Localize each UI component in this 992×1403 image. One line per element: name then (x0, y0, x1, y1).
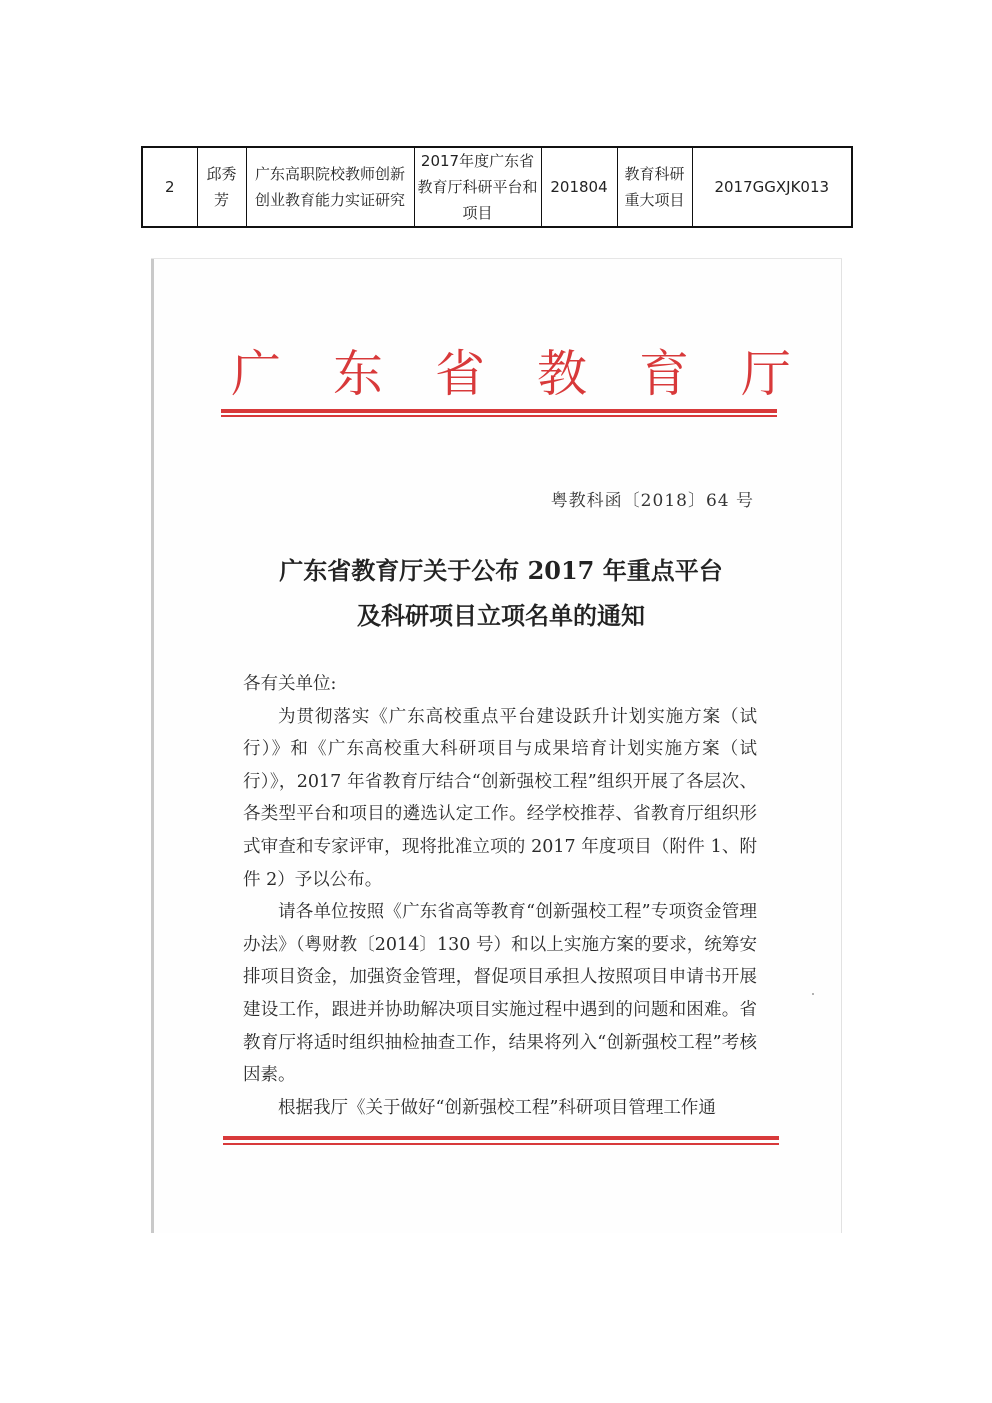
project-table (141, 146, 853, 228)
letterhead-divider-thick (221, 409, 777, 413)
document-number: 粤教科函〔2018〕64 号 (550, 491, 754, 511)
cell-level: 教育科研重大项目 (617, 147, 692, 227)
salutation: 各有关单位: (243, 674, 337, 694)
letterhead-divider-thin (221, 415, 777, 417)
notice-body (243, 668, 757, 1124)
scanned-document (151, 258, 842, 1233)
agency-char: 厅 (741, 345, 791, 403)
agency-char: 教 (537, 345, 587, 403)
scan-edge-left (151, 258, 154, 1233)
scan-edge-right (841, 258, 842, 1233)
cell-index: 2 (142, 147, 197, 227)
footer-divider-thin (223, 1143, 779, 1145)
agency-char: 广 (231, 345, 281, 403)
cell-category: 2017年度广东省教育厅科研平台和项目 (414, 147, 541, 227)
cell-date: 201804 (541, 147, 617, 227)
agency-char: 东 (333, 345, 383, 403)
footer-divider-thick (223, 1136, 779, 1140)
agency-char: 省 (435, 345, 485, 403)
scan-speck (812, 993, 814, 995)
agency-letterhead (231, 342, 791, 406)
paragraph-3: 根据我厅《关于做好“创新强校工程”科研项目管理工作通 (278, 1097, 716, 1118)
notice-title-line1: 广东省教育厅关于公布 2017 年重点平台 (279, 556, 723, 585)
agency-char: 育 (639, 345, 689, 403)
table-row (142, 147, 852, 227)
scan-edge-top (151, 258, 842, 259)
cell-leader: 邱秀芳 (197, 147, 246, 227)
paragraph-1: 为贯彻落实《广东高校重点平台建设跃升计划实施方案（试行）》和《广东高校重大科研项目与成果培育计划实施方案（试行）》，2017 年省教育厅结合“创新强校工程”组织开展了各层次、各类型平台和项目的遴选认定工作。经学校推荐、省教育厅组织形式审查和专家评审，现将批准立项的 2017 年度项目（附件 1、附件 2）予以公布。 (243, 706, 757, 890)
cell-code: 2017GGXJK013 (692, 147, 852, 227)
paragraph-2: 请各单位按照《广东省高等教育“创新强校工程”专项资金管理办法》（粤财教〔2014〕130 号）和以上实施方案的要求，统筹安排项目资金，加强资金管理，督促项目承担人按照项目申请书开展建设工作，跟进并协助解决项目实施过程中遇到的问题和困难。省教育厅将适时组织抽检抽查工作，结果将列入“创新强校工程”考核因素。 (243, 902, 757, 1086)
cell-project-name: 广东高职院校教师创新创业教育能力实证研究 (246, 147, 414, 227)
notice-title-line2: 及科研项目立项名单的通知 (357, 601, 645, 630)
